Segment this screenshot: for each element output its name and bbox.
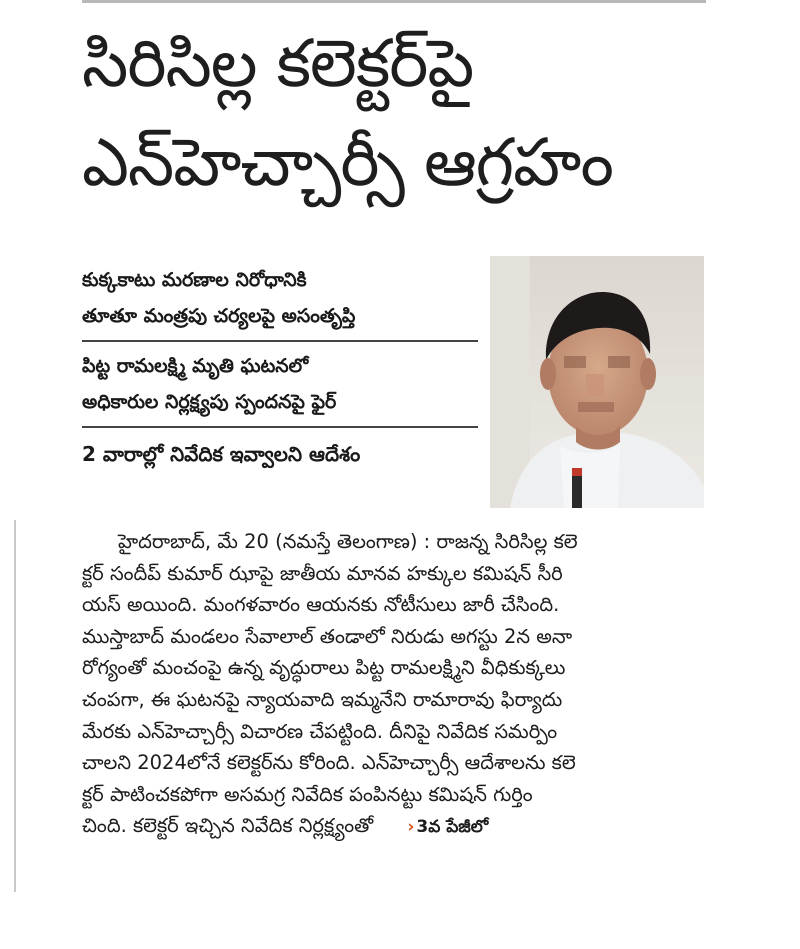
article-line-7: మేరకు ఎన్‌హెచ్చార్సీ విచారణ చేపట్టింది. దీనిపై నివేదిక సమర్పిం <box>82 719 558 743</box>
top-rule <box>82 0 706 3</box>
subheadline-2 <box>82 342 478 428</box>
column-rule <box>14 520 16 892</box>
article-line-4: ముస్తాబాద్‌ మండలం సేవాలాల్‌ తండాలో నిరుడు అగస్టు 2న అనా <box>82 624 573 648</box>
subheadlines <box>82 262 478 472</box>
headline-line-2: ఎన్‌హెచ్చార్సీ ఆగ్రహం <box>82 124 614 201</box>
article-line-3: యస్‌ అయింది. మంగళవారం ఆయనకు నోటీసులు జారీ చేసింది. <box>82 593 560 617</box>
subheadline-1-line-2: తూతూ మంత్రపు చర్యలపై అసంతృప్తి <box>82 305 356 327</box>
person-photo-icon <box>490 256 704 508</box>
chevron-right-icon: › <box>407 817 415 838</box>
article-line-10-text: చింది. కలెక్టర్‌ ఇచ్చిన నివేదిక నిర్లక్ష్యంతో <box>82 814 374 838</box>
person-photo <box>490 256 704 508</box>
article-line-8: చాలని 2024లోనే కలెక్టర్‌ను కోరింది. ఎన్‌హెచ్చార్సీ ఆదేశాలను కలె <box>82 751 576 775</box>
subheadline-3 <box>82 428 478 472</box>
article-line-10 <box>82 810 708 844</box>
article-line-9: క్టర్‌ పాటించకపోగా అసమగ్ర నివేదిక పంపినట్టు కమిషన్‌ గుర్తిం <box>82 782 533 806</box>
article-line-6: చంపగా, ఈ ఘటనపై న్యాయవాది ఇమ్మనేని రామారావు ఫిర్యాదు <box>82 687 563 711</box>
headline <box>82 14 722 212</box>
article-line-5: రోగ్యంతో మంచంపై ఉన్న వృద్ధురాలు పిట్ట రామలక్ష్మిని వీధికుక్కలు <box>82 656 566 680</box>
subheadline-2-line-2: అధికారుల నిర్లక్ష్యపు స్పందనపై ఫైర్ <box>82 391 337 413</box>
subheadline-1-line-1: కుక్కకాటు మరణాల నిరోధానికి <box>82 269 307 291</box>
continued-on-page[interactable] <box>407 817 488 837</box>
article-line-1: హైదరాబాద్‌, మే 20 (నమస్తే తెలంగాణ) : రాజన్న సిరిసిల్ల కలె <box>118 530 578 553</box>
article-body <box>82 526 708 844</box>
article-line-2: క్టర్‌ సందీప్‌ కుమార్‌ ఝాపై జాతీయ మానవ హక్కుల కమిషన్‌ సీరి <box>82 561 563 585</box>
subheadline-2-line-1: పిట్ట రామలక్ష్మి మృతి ఘటనలో <box>82 355 309 377</box>
subheadline-3-line-1: 2 వారాల్లో నివేదిక ఇవ్వాలని ఆదేశం <box>82 442 361 466</box>
subheadline-1 <box>82 262 478 342</box>
continued-on-page-label: 3వ పేజీలో <box>416 817 489 838</box>
headline-line-1: సిరిసిల్ల కలెక్టర్‌పై <box>82 25 474 102</box>
